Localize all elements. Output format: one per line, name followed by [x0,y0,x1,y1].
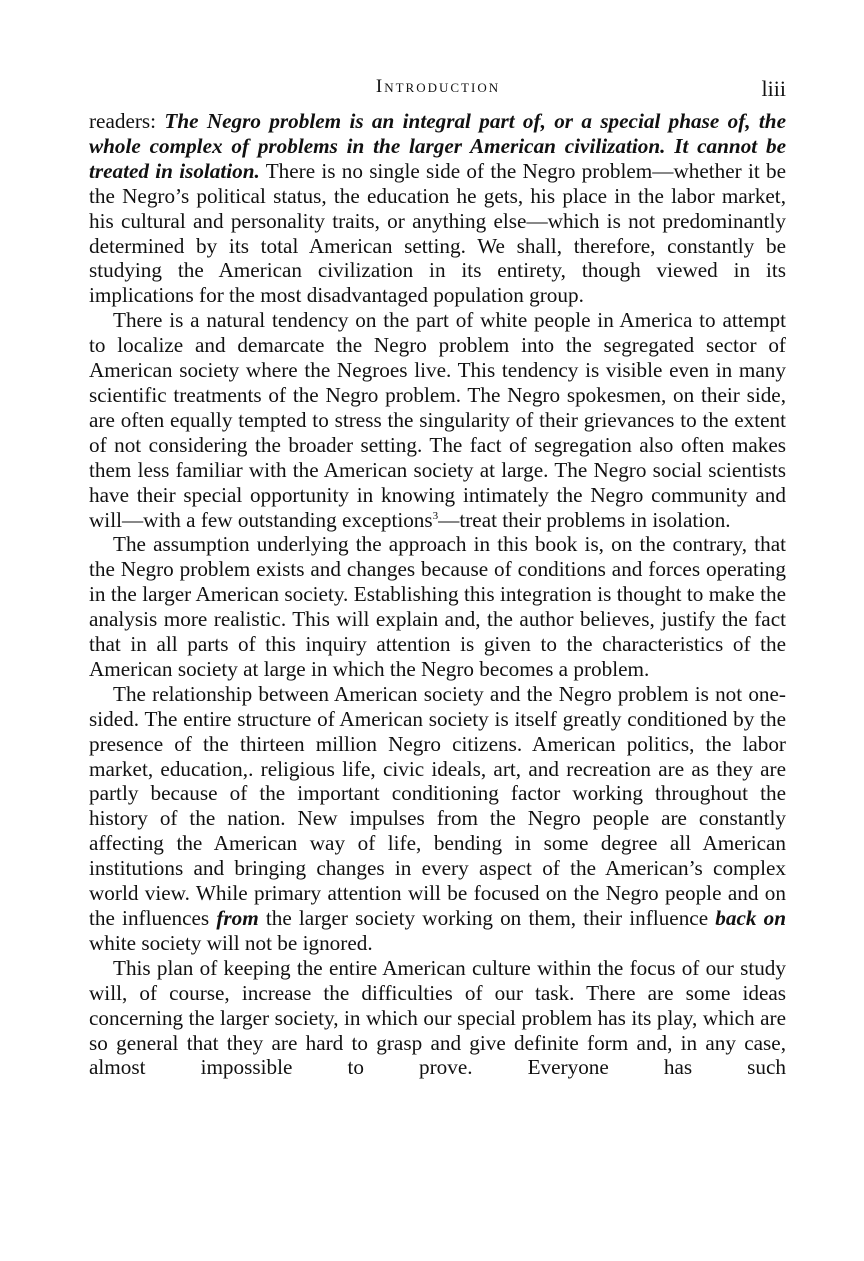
body-text [89,109,786,1080]
paragraph-3-text: The assumption underlying the approach in this book is, on the contrary, that the Negro problem exists and changes because of conditions and forces operating in the larger American society. Establishing this integration is thought to make the analysis more realistic. This will explain and, the author believes, justify the fact that in all parts of this inquiry attention is given to the characteristics of the American society at large in which the Negro becomes a problem. [89,532,786,681]
running-head: Introduction [375,76,501,97]
page-header [90,76,786,104]
paragraph-2 [89,308,786,532]
paragraph-1-rest: There is no single side of the Negro problem—whether it be the Negro’s political status, the education he gets, his place in the labor market, his cultural and personality traits, or anything else—which is not predominantly determined by its total American setting. We shall, therefore, constantly be studying the American civilization in its entirety, though viewed in its implications for the most disadvantaged population group. [89,158,786,308]
paragraph-1-lead: readers: [89,109,165,133]
paragraph-1-italic: The Negro problem is an integral part of, or a special phase of, the whole complex of problems in the larger American civilization. It cannot be treated in isolation. [89,109,786,183]
paragraph-3 [89,532,786,681]
paragraph-2-text: There is a natural tendency on the part of white people in America to attempt to localize and demarcate the Negro problem into the segregated sector of American society where the Negroes live. This tendency is visible even in many scientific treatments of the Negro problem. The Negro spokesmen, on their side, are often equally tempted to stress the singularity of their grievances to the extent of not considering the broader setting. The fact of segregation also often makes them less familiar with the American society at large. The Negro social scientists have their special opportunity in knowing intimately the Negro community and will—with a few outstanding exceptions [89,308,786,532]
paragraph-1 [89,109,786,308]
paragraph-4 [89,682,786,956]
paragraph-4-italic-back-on: back on [715,906,787,930]
paragraph-4-italic-from: from [216,906,259,930]
paragraph-4-part2: the larger society working on them, their influence [258,906,716,930]
paragraph-2-tail: —treat their problems in isolation. [438,507,731,532]
paragraph-5-text: This plan of keeping the entire American culture within the focus of our study will, of course, increase the difficulties of our task. There are some ideas concerning the larger society, in which our special problem has its play, which are so general that they are hard to grasp and give definite form and, in any case, almost impossible to prove. Everyone has such [89,955,786,1080]
paragraph-5 [89,956,786,1081]
paragraph-4-part1: The relationship between American society and the Negro problem is not one-sided. The entire structure of American society is itself greatly conditioned by the presence of the thirteen million Negro citizens. American politics, the labor market, education,. religious life, civic ideals, art, and recreation are as they are partly because of the important conditioning factor working throughout the history of the nation. New impulses from the Negro people are constantly affecting the American way of life, bending in some degree all American institutions and bringing changes in every aspect of the American’s complex world view. While primary attention will be focused on the Negro people and on the influences [89,681,786,930]
page-number: liii [761,76,786,101]
paragraph-4-part3: white society will not be ignored. [89,930,373,955]
footnote-marker: 3 [432,509,439,522]
